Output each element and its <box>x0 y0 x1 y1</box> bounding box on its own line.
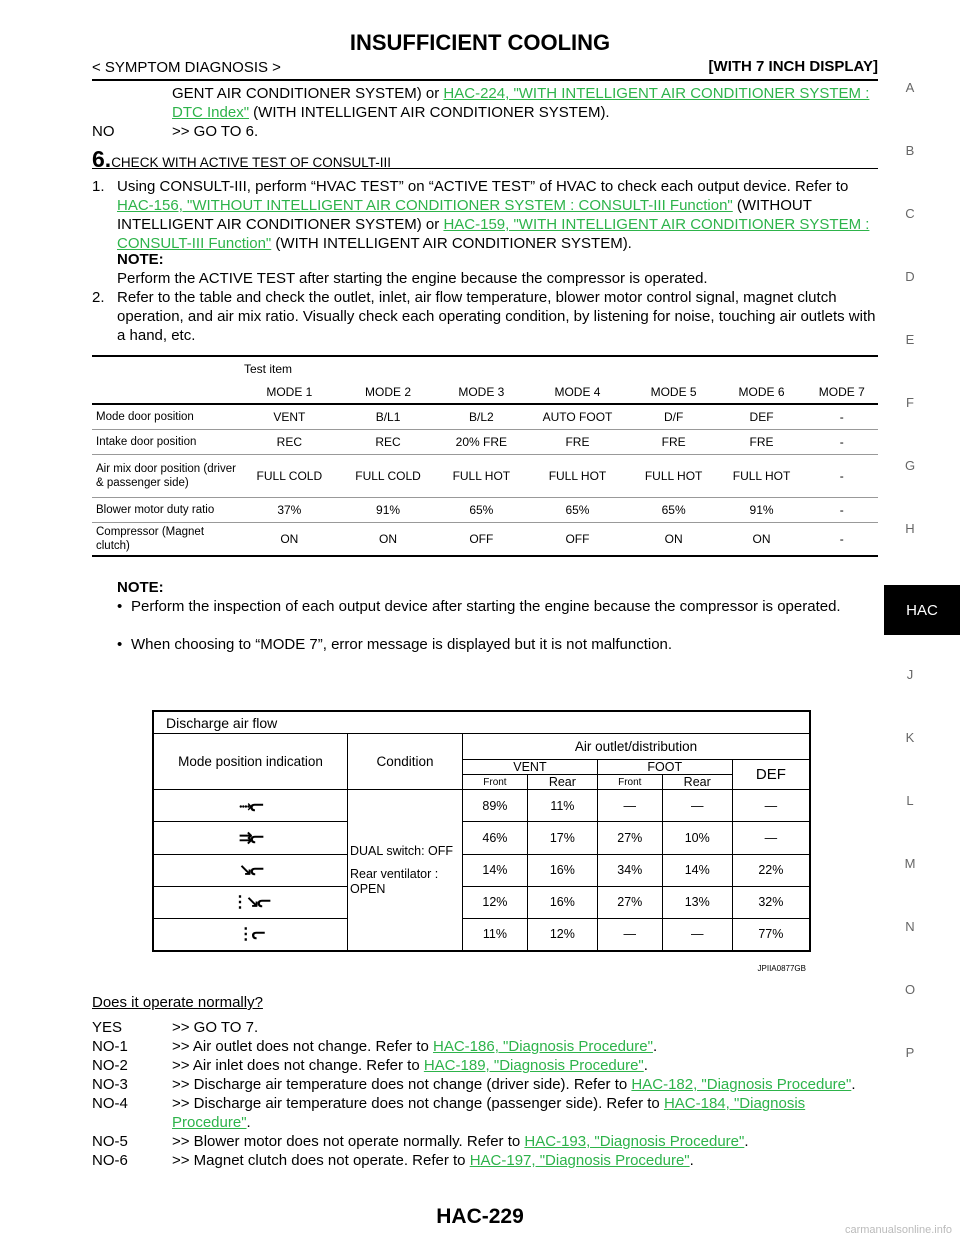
cell-r3-c5: 22% <box>732 854 809 886</box>
col-condition: Condition <box>348 734 463 790</box>
foot-def-mode-icon: ⋮↘ᓕ <box>231 894 270 912</box>
mode-header-5: MODE 5 <box>630 380 718 404</box>
table-cell: ON <box>718 522 806 556</box>
side-index-m[interactable]: M <box>904 856 916 871</box>
table-cell: B/L2 <box>437 404 525 429</box>
side-index-a[interactable]: A <box>905 80 915 95</box>
table-corner <box>92 356 240 380</box>
cell-r1-c2: 11% <box>527 790 597 822</box>
table-row <box>92 404 878 429</box>
cell-r3-c4: 14% <box>662 854 732 886</box>
answer-row <box>92 1018 878 1037</box>
table-cell: ON <box>240 522 339 556</box>
answer-row <box>92 1056 878 1075</box>
instr-1-mid: (WITHOUT INTELLIGENT AIR CONDITIONER SYSTEM) or <box>117 197 812 233</box>
answer-period: . <box>652 1038 658 1055</box>
condition-rear-ventilator: Rear ventilator : OPEN <box>350 866 439 896</box>
answer-link[interactable]: HAC-193, "Diagnosis Procedure" <box>524 1133 745 1150</box>
condition-cell <box>348 790 463 951</box>
cell-r4-c4: 13% <box>662 886 732 918</box>
table-cell: - <box>806 429 878 454</box>
col-foot: FOOT <box>597 760 732 775</box>
cell-r5-c3: — <box>597 918 662 950</box>
answer-link[interactable]: HAC-186, "Diagnosis Procedure" <box>433 1038 653 1055</box>
answer-text <box>172 1132 878 1151</box>
bilevel-mode-icon: ⇉ᓕ <box>238 829 263 847</box>
table-cell: 91% <box>339 497 438 522</box>
table-cell: 37% <box>240 497 339 522</box>
answer-text <box>172 1151 878 1170</box>
answers-list <box>92 1018 878 1170</box>
side-index-o[interactable]: O <box>904 982 916 997</box>
mode-header-2: MODE 2 <box>339 380 438 404</box>
breadcrumb: < SYMPTOM DIAGNOSIS > <box>92 59 281 76</box>
intro-text-post: (WITH INTELLIGENT AIR CONDITIONER SYSTEM). <box>249 104 610 121</box>
answer-key: NO-2 <box>92 1057 128 1074</box>
side-index-f[interactable]: F <box>906 395 914 410</box>
link-hac-159[interactable]: HAC-159, "WITH INTELLIGENT AIR CONDITIONER SYSTEM : CONSULT-III Function" <box>117 216 870 252</box>
bullet-2-marker: • <box>117 636 123 653</box>
answer-text <box>172 1075 878 1094</box>
test-item-header: Test item <box>244 361 293 376</box>
row-label: Air mix door position (driver & passenger side) <box>92 454 240 497</box>
answer-link[interactable]: HAC-189, "Diagnosis Procedure" <box>423 1057 644 1074</box>
active-test-table <box>92 355 878 557</box>
answer-key: NO-5 <box>92 1133 128 1150</box>
note-text: Perform the ACTIVE TEST after starting the engine because the compressor is operated. <box>117 270 708 287</box>
cell-r5-c4: — <box>662 918 732 950</box>
table-cell: - <box>806 522 878 556</box>
bullet-1-marker: • <box>117 598 123 615</box>
cell-r2-c3: 27% <box>597 822 662 854</box>
row-label: Intake door position <box>92 429 240 454</box>
table-cell: DEF <box>718 404 806 429</box>
intro-no-text: >> GO TO 6. <box>172 123 259 140</box>
cell-r4-c1: 12% <box>463 886 528 918</box>
cell-r2-c2: 17% <box>527 822 597 854</box>
cell-r1-c1: 89% <box>463 790 528 822</box>
discharge-air-flow-table <box>153 711 810 951</box>
answer-period: . <box>246 1114 251 1131</box>
table-cell: REC <box>240 429 339 454</box>
cell-r2-c4: 10% <box>662 822 732 854</box>
answer-row <box>92 1075 878 1094</box>
answer-key: NO-1 <box>92 1038 128 1055</box>
table-cell: 91% <box>718 497 806 522</box>
table-cell: FULL HOT <box>630 454 718 497</box>
mode-header-row <box>92 380 878 404</box>
side-index-l[interactable]: L <box>906 793 914 808</box>
cell-r3-c3: 34% <box>597 854 662 886</box>
answer-action: >> Magnet clutch does not operate. Refer to <box>172 1152 470 1169</box>
mode-icon-bilevel <box>154 822 348 854</box>
table-cell: B/L1 <box>339 404 438 429</box>
table-cell: - <box>806 454 878 497</box>
side-index-p[interactable]: P <box>905 1045 915 1060</box>
row-label: Compressor (Magnet clutch) <box>92 522 240 556</box>
table-corner-2 <box>92 380 240 404</box>
answer-action: >> Discharge air temperature does not change (driver side). Refer to <box>172 1076 632 1093</box>
section-tab-hac[interactable]: HAC <box>884 585 960 635</box>
note2-bullet-2: When choosing to “MODE 7”, error message is displayed but it is not malfunction. <box>131 636 673 653</box>
table-cell: FULL HOT <box>525 454 629 497</box>
intro-paragraph <box>172 84 878 122</box>
answer-period: . <box>744 1133 749 1150</box>
table-cell: FRE <box>630 429 718 454</box>
side-index-g[interactable]: G <box>904 458 916 473</box>
table-row <box>92 429 878 454</box>
condition-dual-switch: DUAL switch: OFF <box>350 843 454 858</box>
table-cell: ON <box>630 522 718 556</box>
page-number: HAC-229 <box>436 1205 524 1228</box>
table-cell: AUTO FOOT <box>525 404 629 429</box>
mode-icon-def <box>154 918 348 950</box>
answer-action: >> Air inlet does not change. Refer to <box>172 1057 424 1074</box>
table-cell: 20% FRE <box>437 429 525 454</box>
display-variant: [WITH 7 INCH DISPLAY] <box>708 58 878 75</box>
answer-key: NO-6 <box>92 1152 128 1169</box>
header-rule <box>92 79 878 81</box>
link-hac-156[interactable]: HAC-156, "WITHOUT INTELLIGENT AIR CONDITIONER SYSTEM : CONSULT-III Function" <box>117 197 733 214</box>
side-index-j[interactable]: J <box>906 667 914 682</box>
cell-r4-c3: 27% <box>597 886 662 918</box>
answer-link[interactable]: HAC-182, "Diagnosis Procedure" <box>631 1076 852 1093</box>
cell-r1-c3: — <box>597 790 662 822</box>
answer-key: NO-3 <box>92 1076 128 1093</box>
instr-1 <box>117 177 878 253</box>
table-cell: FULL COLD <box>339 454 438 497</box>
answer-row <box>92 1151 878 1170</box>
col-vent-front: Front <box>463 775 528 790</box>
cell-r3-c2: 16% <box>527 854 597 886</box>
table-cell: ON <box>339 522 438 556</box>
instr-1-number: 1. <box>92 178 105 195</box>
side-index-d[interactable]: D <box>905 269 915 284</box>
answer-key: NO-4 <box>92 1095 128 1112</box>
col-foot-front: Front <box>597 775 662 790</box>
col-air-outlet: Air outlet/distribution <box>463 734 810 760</box>
answer-action: >> Blower motor does not operate normally. Refer to <box>172 1133 525 1150</box>
mode-icon-vent <box>154 790 348 822</box>
page-title: INSUFFICIENT COOLING <box>349 30 611 55</box>
table-cell: FULL HOT <box>718 454 806 497</box>
answer-period: . <box>689 1152 694 1169</box>
col-foot-rear: Rear <box>662 775 732 790</box>
answer-text <box>172 1094 878 1132</box>
col-vent-rear: Rear <box>527 775 597 790</box>
mode-header-7: MODE 7 <box>806 380 878 404</box>
mode-icon-foot-def <box>154 886 348 918</box>
side-index-e[interactable]: E <box>905 332 915 347</box>
table-cell: - <box>806 404 878 429</box>
instr-2-text: Refer to the table and check the outlet, inlet, air flow temperature, blower motor control signal, magnet clutch operation, and air mix ratio. Visually check each operating condition, by listening for noise, touching air outlets with a hand, etc. <box>117 289 876 344</box>
mode-header-1: MODE 1 <box>240 380 339 404</box>
answer-period: . <box>851 1076 856 1093</box>
cell-r5-c5: 77% <box>732 918 809 950</box>
question: Does it operate normally? <box>92 994 263 1011</box>
intro-no-label: NO <box>92 123 115 140</box>
answer-text <box>172 1037 878 1056</box>
table-cell: - <box>806 497 878 522</box>
cell-r2-c5: — <box>732 822 809 854</box>
foot-mode-icon: ↘ᓕ <box>238 862 263 880</box>
table-cell: FULL COLD <box>240 454 339 497</box>
answer-row <box>92 1132 878 1151</box>
cell-r4-c5: 32% <box>732 886 809 918</box>
col-mode-position: Mode position indication <box>154 734 348 790</box>
col-def: DEF <box>732 760 809 790</box>
answer-action: >> Air outlet does not change. Refer to <box>172 1038 434 1055</box>
instr-2-number: 2. <box>92 289 105 306</box>
link-hac-224[interactable]: HAC-224, "WITH INTELLIGENT AIR CONDITIONER SYSTEM : DTC Index" <box>172 85 870 121</box>
table-cell: FULL HOT <box>437 454 525 497</box>
step-heading <box>92 146 878 172</box>
figure-title: Discharge air flow <box>154 712 810 734</box>
table-cell: FRE <box>718 429 806 454</box>
table-cell: OFF <box>437 522 525 556</box>
cell-r1-c4: — <box>662 790 732 822</box>
side-index-k[interactable]: K <box>905 730 915 745</box>
row-label: Blower motor duty ratio <box>92 497 240 522</box>
cell-r2-c1: 46% <box>463 822 528 854</box>
instr-1-post: (WITH INTELLIGENT AIR CONDITIONER SYSTEM). <box>271 235 632 252</box>
answer-action: >> GO TO 7. <box>172 1019 259 1036</box>
answer-period: . <box>643 1057 648 1074</box>
table-row <box>92 497 878 522</box>
table-cell: VENT <box>240 404 339 429</box>
note2-bullet-1: Perform the inspection of each output device after starting the engine because the compressor is operated. <box>131 598 841 615</box>
answer-row <box>92 1037 878 1056</box>
answer-key: YES <box>92 1019 123 1036</box>
vent-mode-icon: ⤑ᓕ <box>239 797 262 815</box>
side-index-b[interactable]: B <box>905 143 915 158</box>
side-index-c[interactable]: C <box>905 206 915 221</box>
row-label: Mode door position <box>92 404 240 429</box>
table-cell: D/F <box>630 404 718 429</box>
mode-header-4: MODE 4 <box>525 380 629 404</box>
mode-header-6: MODE 6 <box>718 380 806 404</box>
side-index-n[interactable]: N <box>905 919 915 934</box>
cell-r3-c1: 14% <box>463 854 528 886</box>
table-cell: 65% <box>630 497 718 522</box>
table-row <box>92 522 878 556</box>
watermark: carmanualsonline.info <box>844 1224 952 1236</box>
answer-link[interactable]: HAC-197, "Diagnosis Procedure" <box>469 1152 690 1169</box>
col-vent: VENT <box>463 760 598 775</box>
side-index-h[interactable]: H <box>905 521 915 536</box>
step-number: 6. <box>92 146 112 172</box>
table-row <box>92 454 878 497</box>
table-cell: FRE <box>525 429 629 454</box>
answer-action: >> Discharge air temperature does not change (passenger side). Refer to <box>172 1095 664 1112</box>
def-mode-icon: ⋮ᓕ <box>237 926 264 944</box>
discharge-air-flow-figure <box>152 710 811 952</box>
instr-1-text: Using CONSULT-III, perform “HVAC TEST” on “ACTIVE TEST” of HVAC to check each output device. Refer to <box>117 178 849 195</box>
answer-text <box>172 1056 878 1075</box>
figure-id: JPIIA0877GB <box>757 964 806 973</box>
table-cell: 65% <box>525 497 629 522</box>
table-cell: OFF <box>525 522 629 556</box>
note2-label: NOTE: <box>117 579 164 596</box>
cell-r1-c5: — <box>732 790 809 822</box>
table-cell: REC <box>339 429 438 454</box>
note-label: NOTE: <box>117 251 164 268</box>
table-cell: 65% <box>437 497 525 522</box>
intro-text-pre: GENT AIR CONDITIONER SYSTEM) or <box>172 85 444 102</box>
cell-r5-c1: 11% <box>463 918 528 950</box>
mode-header-3: MODE 3 <box>437 380 525 404</box>
cell-r5-c2: 12% <box>527 918 597 950</box>
answer-row <box>92 1094 878 1132</box>
cell-r4-c2: 16% <box>527 886 597 918</box>
answer-link[interactable]: HAC-184, "Diagnosis Procedure" <box>172 1095 806 1131</box>
mode-icon-foot <box>154 854 348 886</box>
step-label: CHECK WITH ACTIVE TEST OF CONSULT-III <box>111 155 391 170</box>
answer-text <box>172 1018 878 1037</box>
